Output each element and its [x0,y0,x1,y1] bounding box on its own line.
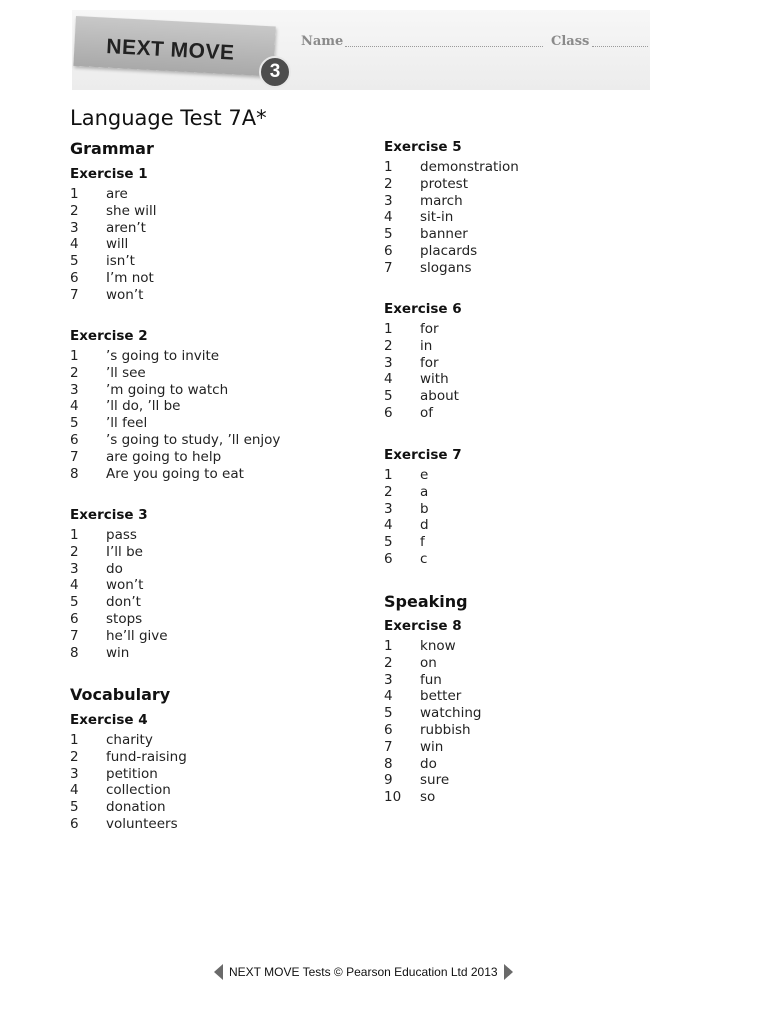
answer-item [70,466,280,483]
answer-number: 8 [70,644,79,661]
answer-item [70,732,187,749]
exercise-2-heading: Exercise 2 [70,328,148,344]
answer-text: f [420,534,425,551]
answer-text: isn’t [106,253,135,270]
answer-text: don’t [106,594,141,611]
name-label: Name [301,34,344,49]
answer-text: aren’t [106,219,146,236]
answer-item [70,766,187,783]
answer-item [384,655,481,672]
answer-text: rubbish [420,721,471,738]
answer-text: banner [420,226,468,243]
answer-number: 5 [70,415,79,432]
answer-item [70,203,156,220]
answer-number: 1 [70,186,79,202]
answer-item [70,287,156,304]
answer-item [70,799,187,816]
answer-item [384,705,481,722]
answer-text: won’t [106,577,144,594]
answer-number: 4 [384,209,393,226]
answer-number: 6 [384,404,393,421]
logo-text: NEXT MOVE [105,35,236,65]
answer-item [384,176,519,193]
answer-text: know [420,638,456,654]
answer-item [70,398,280,415]
answer-item [384,517,429,534]
class-label: Class [551,34,590,49]
answer-number: 1 [70,527,79,543]
answer-text: she will [106,202,157,219]
answer-text: I’ll be [106,543,143,560]
answer-text: march [420,192,463,209]
answer-text: petition [106,765,158,782]
answer-item [384,756,481,773]
exercise-2-answers [70,348,280,482]
answer-text: in [420,337,433,354]
answer-text: for [420,321,439,337]
answer-number: 2 [384,337,393,354]
answer-text: watching [420,705,482,722]
answer-item [70,415,280,432]
answer-text: do [106,560,123,577]
answer-item [70,527,168,544]
answer-number: 1 [384,638,393,654]
answer-text: c [420,550,428,567]
answer-item [70,611,168,628]
answer-item [384,739,481,756]
exercise-5-heading: Exercise 5 [384,139,462,155]
answer-text: ’m going to watch [106,381,229,398]
answer-item [70,645,168,662]
exercise-3-answers [70,527,168,661]
class-field[interactable] [592,46,648,47]
answer-number: 3 [384,354,393,371]
answer-number: 6 [70,431,79,448]
answer-number: 2 [70,748,79,765]
exercise-7-answers [384,467,429,568]
answer-text: win [420,738,444,755]
answer-text: pass [106,527,137,543]
answer-text: Are you going to eat [106,465,244,482]
answer-number: 7 [384,738,393,755]
answer-item [384,467,429,484]
answer-text: ’ll feel [106,415,148,432]
answer-item [384,501,429,518]
answer-item [384,534,429,551]
answer-number: 7 [70,286,79,303]
exercise-4-heading: Exercise 4 [70,712,148,728]
answer-number: 6 [384,242,393,259]
answer-number: 1 [70,732,79,748]
answer-number: 2 [384,175,393,192]
answer-number: 4 [70,577,79,594]
footer-text: NEXT MOVE Tests © Pearson Education Ltd 2013 [229,965,498,979]
answer-number: 3 [384,500,393,517]
exercise-8-heading: Exercise 8 [384,618,462,634]
answer-item [70,270,156,287]
answer-text: b [420,500,429,517]
answer-number: 8 [384,755,393,772]
answer-number: 2 [70,364,79,381]
answer-number: 1 [384,467,393,483]
answer-text: collection [106,782,171,799]
exercise-3-heading: Exercise 3 [70,507,148,523]
answer-text: he’ll give [106,627,168,644]
answer-number: 4 [384,688,393,705]
answer-item [70,544,168,561]
answer-item [70,382,280,399]
answer-text: charity [106,732,153,748]
answer-item [384,638,481,655]
answer-item [70,348,280,365]
answer-item [70,749,187,766]
answer-number: 7 [70,448,79,465]
answer-item [70,628,168,645]
answer-item [384,338,459,355]
answer-number: 8 [70,465,79,482]
answer-number: 5 [384,705,393,722]
answer-number: 5 [70,253,79,270]
answer-text: sit-in [420,209,454,226]
answer-number: 3 [384,671,393,688]
answer-item [384,321,459,338]
answer-number: 7 [70,627,79,644]
answer-text: placards [420,242,478,259]
answer-number: 6 [384,550,393,567]
answer-number: 6 [70,610,79,627]
level-badge: 3 [259,56,291,88]
answer-text: won’t [106,286,144,303]
answer-item [384,688,481,705]
next-page-arrow-icon[interactable] [504,964,513,980]
answer-text: of [420,404,434,421]
previous-page-arrow-icon[interactable] [214,964,223,980]
answer-text: sure [420,772,450,789]
answer-text: win [106,644,130,661]
answer-text: are [106,186,128,202]
answer-text: stops [106,610,143,627]
answer-item [70,816,187,833]
answer-number: 4 [70,782,79,799]
answer-text: a [420,483,429,500]
exercise-1-answers [70,186,156,304]
answer-text: will [106,236,129,253]
answer-number: 2 [384,654,393,671]
answer-number: 1 [384,159,393,175]
exercise-4-answers [70,732,187,833]
vocabulary-heading: Vocabulary [70,685,171,704]
answer-number: 4 [384,517,393,534]
answer-item [384,405,459,422]
answer-number: 4 [384,371,393,388]
answer-item [384,193,519,210]
answer-text: I’m not [106,269,154,286]
answer-text: ’s going to study, ’ll enjoy [106,431,281,448]
answer-item [384,772,481,789]
answer-text: d [420,517,429,534]
answer-number: 4 [70,236,79,253]
answer-number: 4 [70,398,79,415]
answer-text: so [420,789,436,806]
exercise-1-heading: Exercise 1 [70,166,148,182]
answer-text: fun [420,671,442,688]
answer-text: protest [420,175,469,192]
answer-item [70,782,187,799]
footer [214,963,513,981]
answer-number: 3 [70,765,79,782]
answer-number: 3 [70,219,79,236]
name-field[interactable] [345,46,543,47]
answer-text: for [420,354,439,371]
answer-text: fund-raising [106,748,187,765]
answer-item [70,449,280,466]
answer-number: 5 [384,534,393,551]
answer-item [384,355,459,372]
page-title: Language Test 7A* [70,106,267,130]
answer-item [384,243,519,260]
answer-item [384,551,429,568]
answer-number: 7 [384,259,393,276]
answer-text: ’ll do, ’ll be [106,398,181,415]
answer-text: with [420,371,449,388]
answer-item [70,236,156,253]
answer-text: better [420,688,462,705]
answer-number: 5 [70,799,79,816]
answer-item [384,722,481,739]
answer-item [384,672,481,689]
answer-number: 3 [70,560,79,577]
answer-number: 3 [70,381,79,398]
exercise-6-heading: Exercise 6 [384,301,462,317]
answer-number: 6 [70,269,79,286]
answer-text: demonstration [420,159,519,175]
exercise-5-answers [384,159,519,277]
answer-text: do [420,755,437,772]
answer-text: donation [106,799,166,816]
answer-number: 5 [384,226,393,243]
answer-number: 10 [384,789,402,806]
answer-item [384,371,459,388]
answer-item [70,594,168,611]
answer-item [70,220,156,237]
exercise-7-heading: Exercise 7 [384,447,462,463]
answer-number: 9 [384,772,393,789]
answer-item [70,253,156,270]
answer-item [384,484,429,501]
answer-text: e [420,467,429,483]
grammar-heading: Grammar [70,139,154,158]
answer-text: about [420,388,459,405]
speaking-heading: Speaking [384,592,468,611]
answer-item [70,577,168,594]
exercise-8-answers [384,638,481,806]
answer-text: ’ll see [106,364,146,381]
answer-text: are going to help [106,448,222,465]
answer-item [384,226,519,243]
answer-number: 6 [384,721,393,738]
answer-text: volunteers [106,815,178,832]
answer-item [70,365,280,382]
answer-number: 2 [70,202,79,219]
answer-number: 5 [384,388,393,405]
answer-number: 1 [70,348,79,364]
answer-text: on [420,654,437,671]
answer-text: slogans [420,259,472,276]
answer-item [384,789,481,806]
answer-number: 5 [70,594,79,611]
answer-item [70,561,168,578]
answer-item [384,388,459,405]
answer-number: 6 [70,815,79,832]
answer-item [384,209,519,226]
answer-number: 2 [384,483,393,500]
answer-item [384,260,519,277]
answer-item [70,186,156,203]
exercise-6-answers [384,321,459,422]
answer-item [70,432,280,449]
answer-number: 1 [384,321,393,337]
answer-text: ’s going to invite [106,348,220,364]
answer-number: 2 [70,543,79,560]
answer-item [384,159,519,176]
answer-number: 3 [384,192,393,209]
